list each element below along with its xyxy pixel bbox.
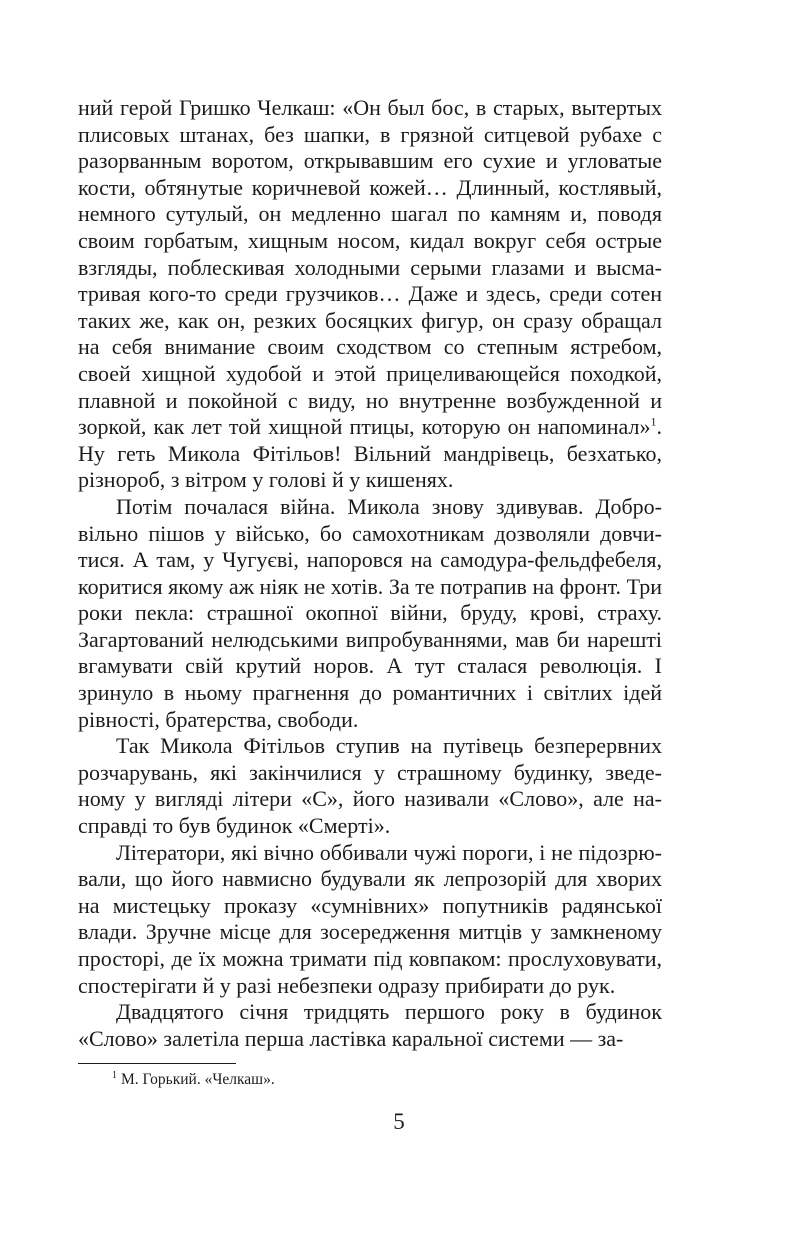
book-page-body <box>78 95 662 1052</box>
footnote <box>112 1070 275 1090</box>
paragraph-3: Так Микола Фітільов ступив на путівець безперервних розчарувань, які закінчилися у страшному будинку, зведеному у вигляді літери «С», його називали «Слово», але насправді то був будинок «Смерті». <box>78 733 662 839</box>
paragraph-1-text-continued: . Ну геть Микола Фітільов! Вільний мандрівець, безхатько, різнороб, з вітром у голові й у кишенях. <box>78 414 662 493</box>
paragraph-1 <box>78 95 662 494</box>
paragraph-1-text: ний герой Гришко Челкаш: «Он был бос, в старых, вытертых плисовых штанах, без шапки, в грязной ситцевой рубахе с разорванным воротом, открывавшим его сухие и угловатые кости, обтянутые коричневой кожей… Длинный, костлявый, немного сутулый, он медленно шагал по камням и, поводя своим горбатым, хищным носом, кидал вокруг себя острые взгляды, поблескивая холодными серыми глазами и высматривая кого-то среди грузчиков… Даже и здесь, среди сотен таких же, как он, резких босяцких фигур, он сразу обращал на себя внимание своим сходством со степным ястребом, своей хищной худобой и этой прицеливающейся походкой, плавной и покойной с виду, но внутренне возбужденной и зоркой, как лет той хищной птицы, которую он напоминал» <box>78 95 662 440</box>
paragraph-2: Потім почалася війна. Микола знову здивував. Добровільно пішов у військо, бо самохотникам дозволяли довчитися. А там, у Чугуєві, напоровся на самодура-фельдфебеля, коритися якому аж ніяк не хотів. За те потрапив на фронт. Три роки пекла: страшної окопної війни, бруду, крові, страху. Загартований нелюдськими випробуваннями, мав би нарешті вгамувати свій крутий норов. А тут сталася революція. І зринуло в ньому прагнення до романтичних і світлих ідей рівності, братерства, свободи. <box>78 493 662 732</box>
footnote-reference[interactable]: 1 <box>650 414 657 429</box>
paragraph-5: Двадцятого січня тридцять першого року в будинок «Слово» залетіла перша ластівка каральної системи — за- <box>78 999 662 1051</box>
footnote-mark: 1 <box>112 1069 117 1081</box>
footnote-separator <box>78 1063 236 1064</box>
footnote-text: М. Горький. «Челкаш». <box>121 1071 275 1088</box>
paragraph-4: Літератори, які вічно оббивали чужі пороги, і не підозрювали, що його навмисно будували як лепрозорій для хворих на мистецьку проказу «сумнівних» попутників радянської влади. Зручне місце для зосередження митців у замкненому просторі, де їх можна тримати під ковпаком: прослуховувати, спостерігати й у разі небезпеки одразу прибирати до рук. <box>78 839 662 998</box>
page-number: 5 <box>393 1109 405 1134</box>
